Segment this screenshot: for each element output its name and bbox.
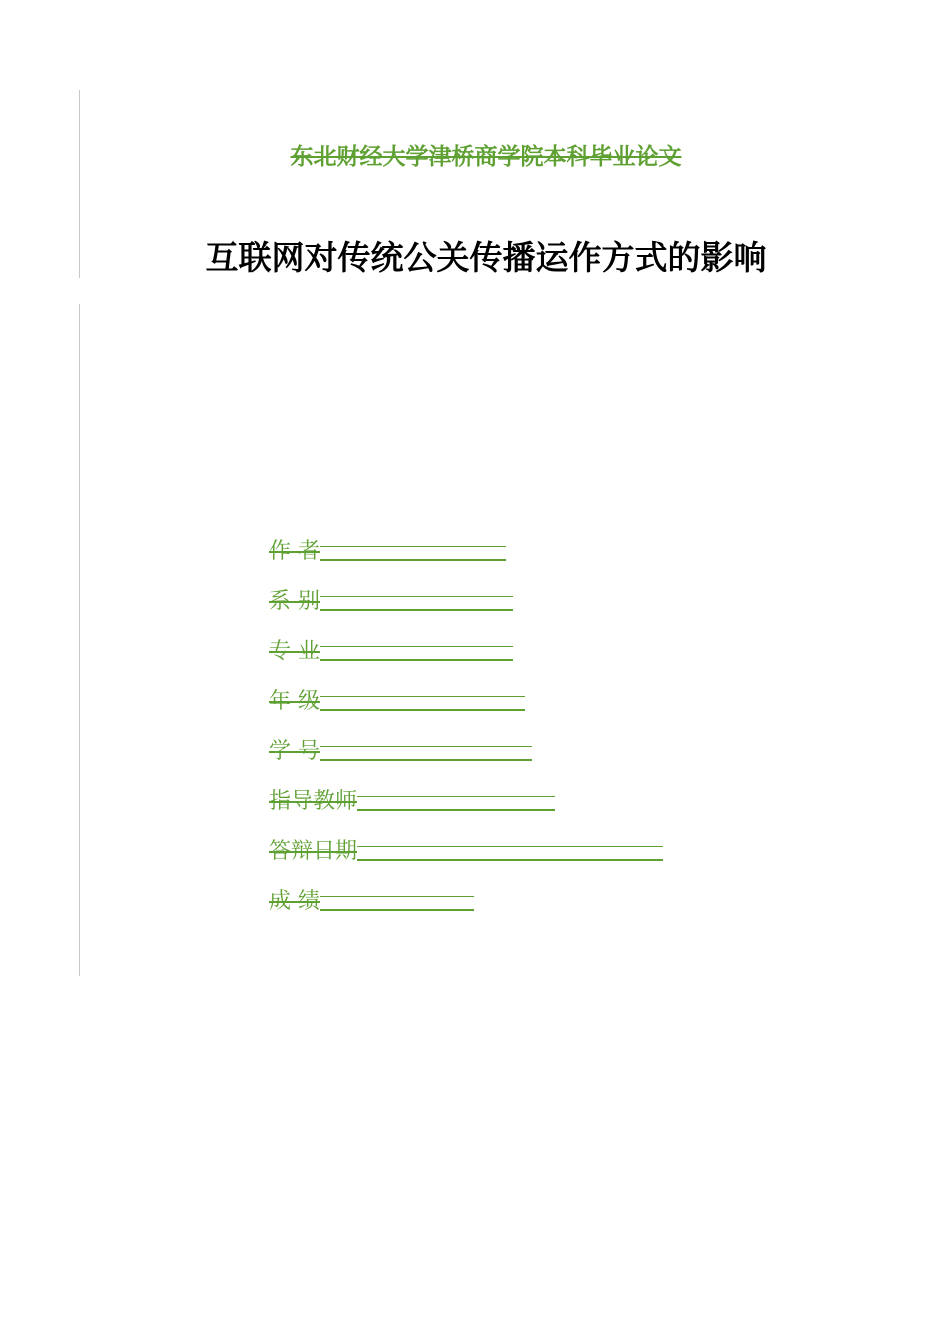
- department-blank: [320, 589, 513, 611]
- author-label: 作 者: [269, 539, 320, 564]
- defense-date-label: 答辩日期: [269, 839, 358, 864]
- left-margin-line-bottom: [79, 304, 80, 976]
- grade-blank: [320, 689, 525, 711]
- grade-label: 年 级: [269, 689, 320, 714]
- department-field: [269, 585, 513, 615]
- major-field: [269, 635, 513, 665]
- thesis-title: 互联网对传统公关传播运作方式的影响: [205, 238, 767, 277]
- grade-field: [269, 685, 525, 715]
- score-field: [269, 885, 474, 915]
- student-id-blank: [320, 739, 532, 761]
- author-blank: [320, 539, 506, 561]
- student-id-label: 学 号: [269, 739, 320, 764]
- defense-date-blank: [357, 839, 663, 861]
- student-id-field: [269, 735, 532, 765]
- major-blank: [320, 639, 513, 661]
- advisor-blank: [357, 789, 555, 811]
- defense-date-field: [269, 835, 663, 865]
- advisor-field: [269, 785, 555, 815]
- department-label: 系 别: [269, 589, 320, 614]
- advisor-label: 指导教师: [269, 789, 358, 814]
- institution-title: 东北财经大学津桥商学院本科毕业论文: [290, 144, 682, 170]
- author-field: [269, 535, 506, 565]
- major-label: 专 业: [269, 639, 320, 664]
- score-label: 成 绩: [269, 889, 320, 914]
- score-blank: [320, 889, 474, 911]
